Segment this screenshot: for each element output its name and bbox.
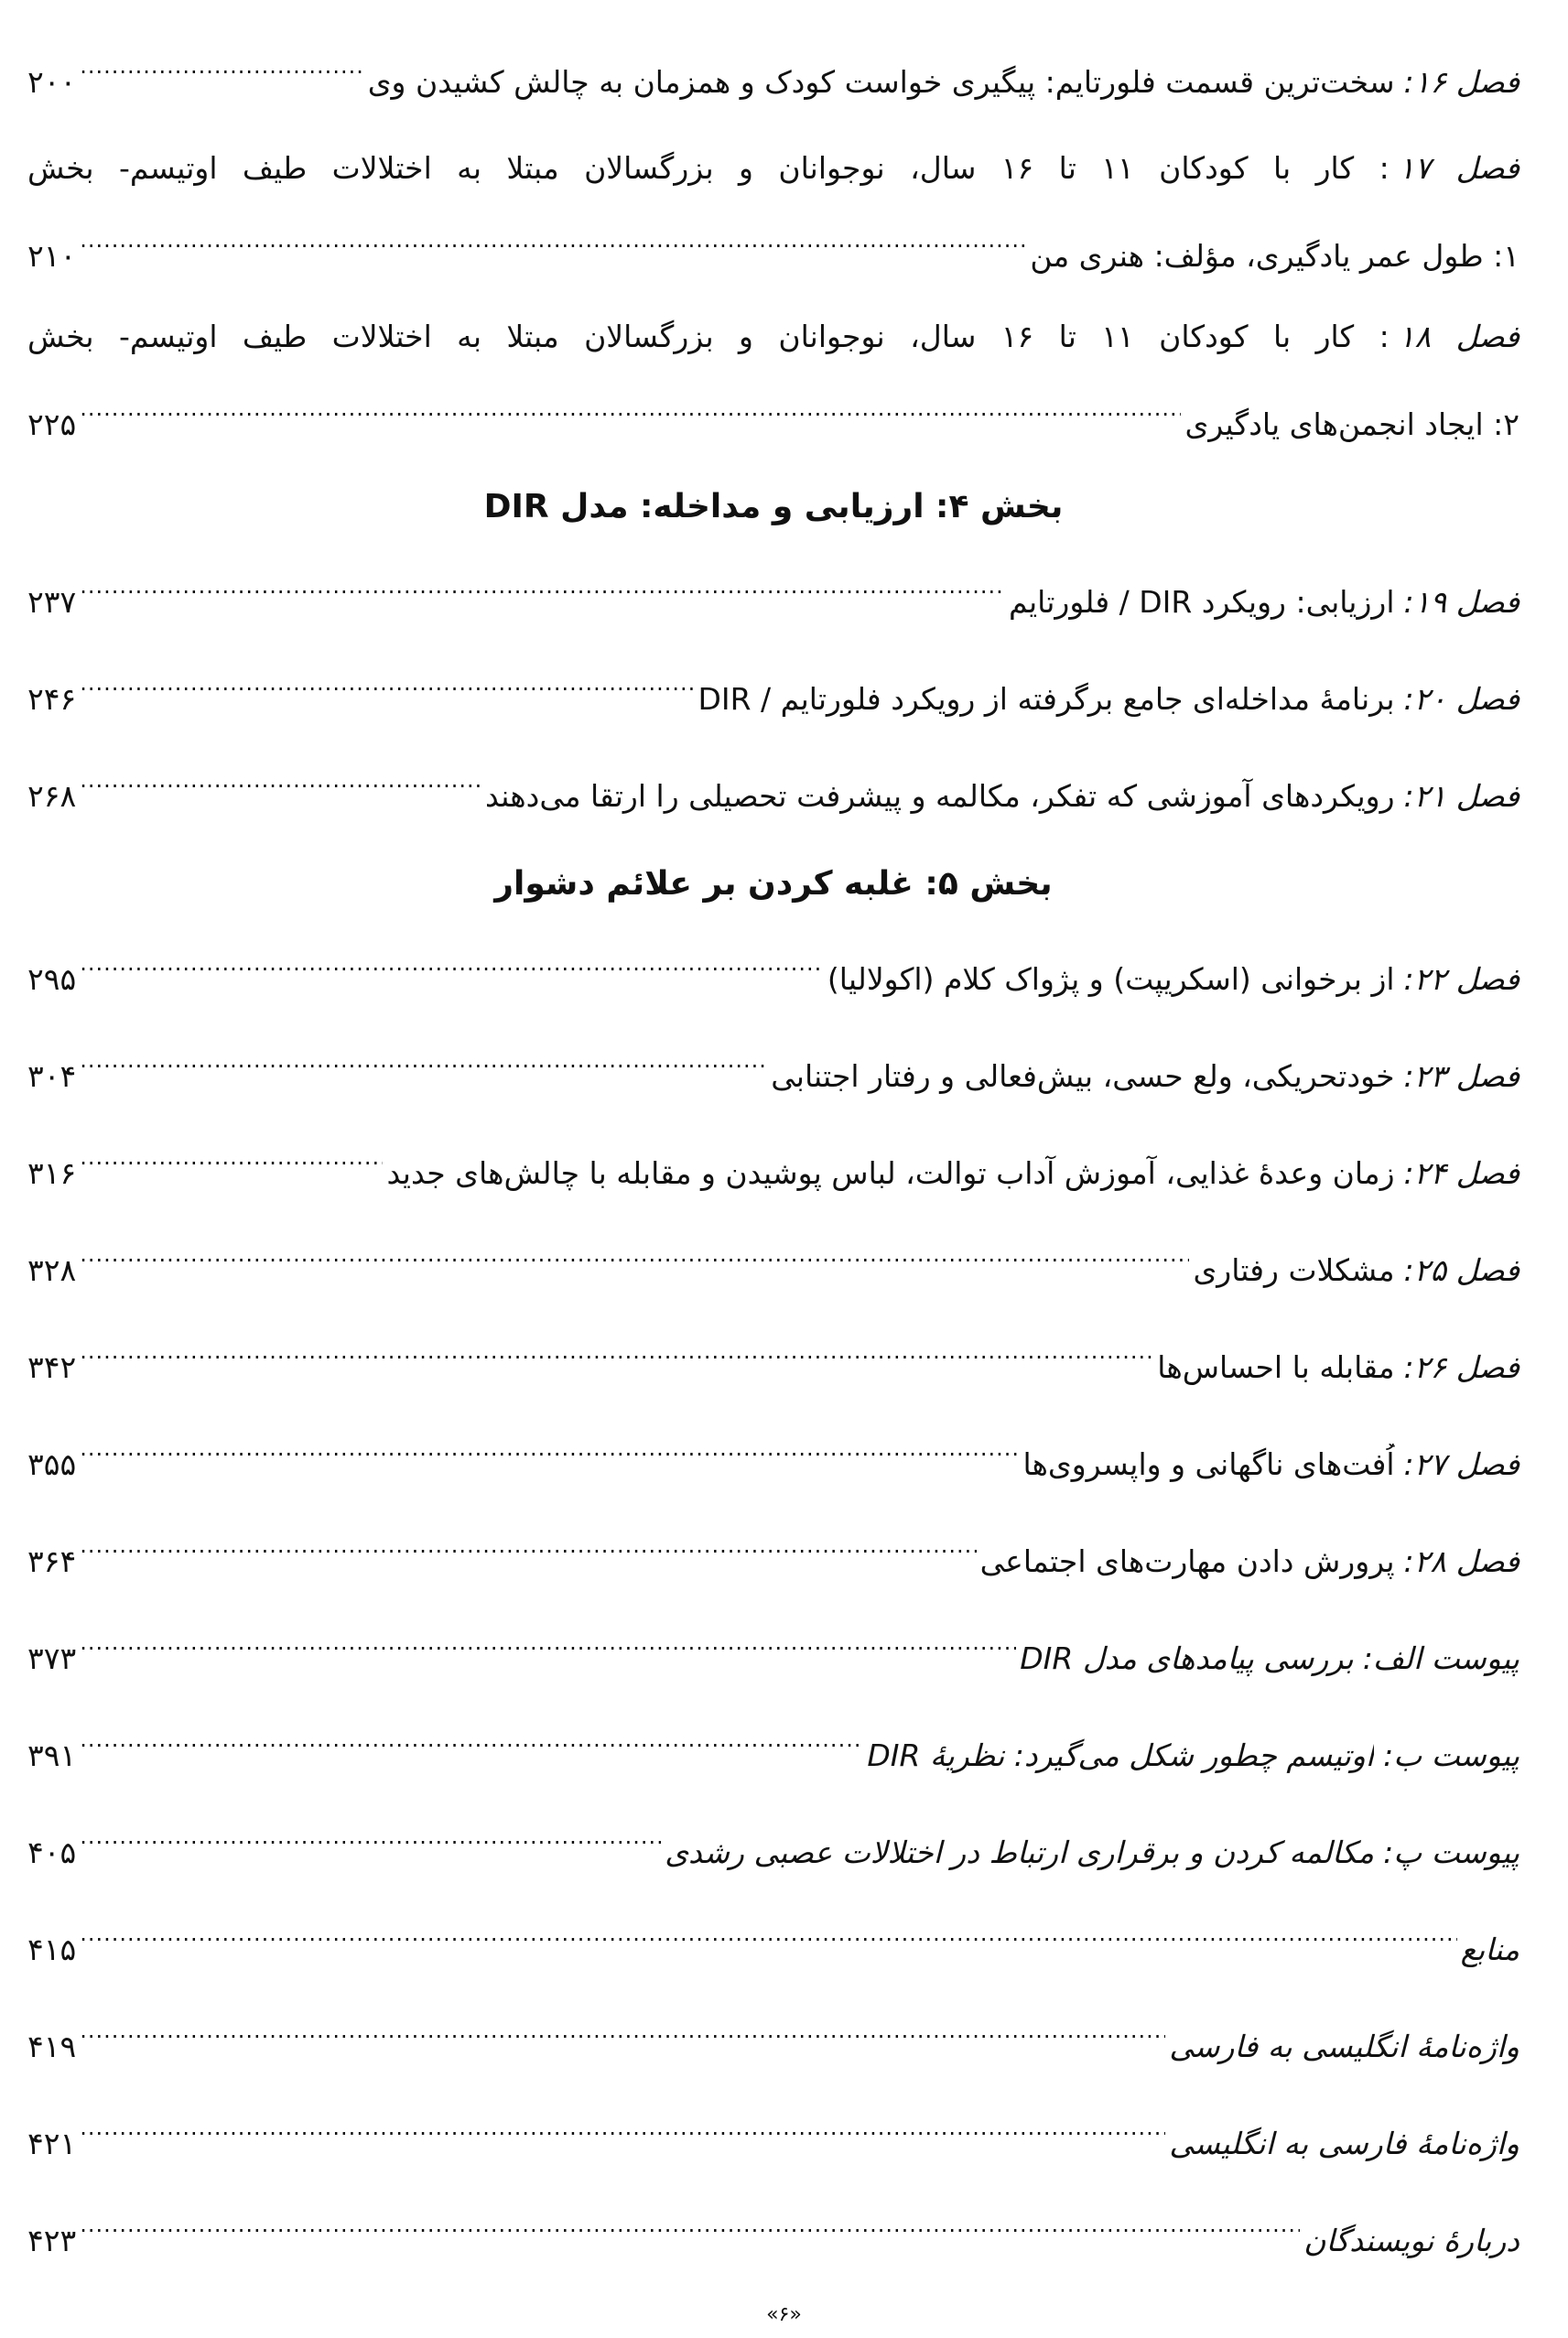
toc-entry-chapter-19: [27, 570, 1519, 623]
backmatter-title: منابع: [1460, 1932, 1519, 1967]
dot-leader: [80, 1142, 383, 1184]
dot-leader: [80, 1239, 1189, 1281]
page-number: ۳۴۲: [27, 1349, 77, 1385]
dot-leader: [80, 2112, 1165, 2154]
toc-entry-chapter-21: [27, 764, 1519, 817]
chapter-title: برنامهٔ مداخله‌ای جامع برگرفته از رویکرد فلورتایم / DIR: [697, 681, 1395, 717]
toc-entry-chapter-26: [27, 1336, 1519, 1389]
toc-entry-chapter-25: [27, 1239, 1519, 1292]
dot-leader: [80, 393, 1181, 435]
dot-leader: [80, 1336, 1153, 1378]
chapter-label: فصل ۱۹:: [1403, 584, 1519, 620]
toc-entry-chapter-16: [27, 50, 1519, 103]
page-number: ۳۶۴: [27, 1543, 77, 1579]
dot-leader: [80, 2015, 1165, 2057]
toc-entry-chapter-28: [27, 1530, 1519, 1583]
appendix-title: اوتیسم چطور شکل می‌گیرد: نظریهٔ DIR: [867, 1737, 1375, 1773]
toc-entry-chapter-18: [27, 316, 1519, 446]
toc-entry-appendix-a: [27, 1627, 1519, 1680]
chapter-title: خودتحریکی، ولع حسی، بیش‌فعالی و رفتار اجتنابی: [771, 1058, 1395, 1094]
toc-entry-references: [27, 1918, 1519, 1971]
appendix-label: پیوست پ:: [1383, 1835, 1519, 1870]
dot-leader: [80, 1918, 1456, 1960]
page-number: ۴۲۳: [27, 2223, 77, 2258]
page-number: ۳۱۶: [27, 1155, 77, 1191]
dot-leader: [80, 1433, 1019, 1475]
dot-leader: [80, 224, 1026, 266]
toc-entry-appendix-p: [27, 1821, 1519, 1874]
chapter-title: مقابله با احساس‌ها: [1157, 1349, 1395, 1385]
chapter-label: فصل ۲۸:: [1403, 1543, 1519, 1579]
page-number: ۲۳۷: [27, 584, 77, 620]
dot-leader: [80, 1530, 976, 1572]
section-4-heading: بخش ۴: ارزیابی و مداخله: مدل DIR: [483, 488, 1064, 525]
dot-leader: [80, 667, 694, 709]
dot-leader: [80, 1045, 767, 1087]
page-number: ۳۵۵: [27, 1446, 77, 1482]
toc-entry-about-authors: [27, 2209, 1519, 2262]
dot-leader: [80, 570, 1005, 612]
chapter-title: اُفت‌های ناگهانی و واپسروی‌ها: [1022, 1446, 1395, 1482]
dot-leader: [80, 947, 824, 990]
dot-leader: [80, 50, 364, 92]
appendix-label: پیوست ب:: [1383, 1737, 1519, 1773]
chapter-title-line-2: ۲: ایجاد انجمن‌های یادگیری ..... ۲۲۵: [27, 393, 1519, 446]
page-number: ۲۴۶: [27, 681, 77, 717]
appendix-title: مکالمه کردن و برقراری ارتباط در اختلالات عصبی رشدی: [665, 1835, 1375, 1870]
appendix-title: بررسی پیامدهای مدل DIR: [1020, 1640, 1354, 1676]
page-number: ۲۹۵: [27, 961, 77, 997]
chapter-label: فصل ۲۴:: [1403, 1155, 1519, 1191]
toc-entry-chapter-20: [27, 667, 1519, 720]
dot-leader: [80, 2209, 1300, 2251]
page-number: ۲۰۰: [27, 64, 77, 100]
toc-entry-appendix-b: [27, 1724, 1519, 1777]
chapter-title: ارزیابی: رویکرد DIR / فلورتایم: [1009, 584, 1395, 620]
backmatter-title: دربارهٔ نویسندگان: [1303, 2223, 1519, 2258]
toc-entry-chapter-27: [27, 1433, 1519, 1486]
chapter-title: سخت‌ترین قسمت فلورتایم: پیگیری خواست کودک و همزمان به چالش کشیدن وی: [367, 64, 1395, 100]
dot-leader: [80, 1627, 1016, 1669]
chapter-label: فصل ۲۲:: [1403, 961, 1519, 997]
toc-entry-chapter-22: [27, 947, 1519, 1001]
chapter-title: از برخوانی (اسکریپت) و پژواک کلام (اکولالیا): [827, 961, 1395, 997]
chapter-label: فصل ۲۶:: [1403, 1349, 1519, 1385]
toc-entry-glossary-en-fa: [27, 2015, 1519, 2068]
page-number: ۳۹۱: [27, 1737, 77, 1773]
page-number: ۳۷۳: [27, 1640, 77, 1676]
toc-entry-chapter-17: [27, 147, 1519, 277]
page-number: ۲۲۵: [27, 406, 77, 442]
chapter-title-line-2: ۱: طول عمر یادگیری، مؤلف: هنری من ..... ۲۱۰: [27, 224, 1519, 277]
section-5-heading: بخش ۵: غلبه کردن بر علائم دشوار: [494, 865, 1053, 903]
page-number: ۲۶۸: [27, 778, 77, 814]
chapter-label: فصل ۲۱:: [1403, 778, 1519, 814]
chapter-label: فصل ۲۰:: [1403, 681, 1519, 717]
page-number: ۴۱۵: [27, 1932, 77, 1967]
chapter-title: رویکردهای آموزشی که تفکر، مکالمه و پیشرفت تحصیلی را ارتقا می‌دهند: [484, 778, 1395, 814]
chapter-label: فصل ۲۵:: [1403, 1252, 1519, 1288]
footer-page-number: «۶»: [766, 2303, 802, 2326]
chapter-title-line-1: فصل ۱۷: کار با کودکان ۱۱ تا ۱۶ سال، نوجوانان و بزرگسالان مبتلا به اختلالات طیف اوتیسم- بخش: [27, 150, 1520, 186]
page-number: ۳۰۴: [27, 1058, 77, 1094]
chapter-label: فصل ۱۶:: [1403, 64, 1519, 100]
toc-entry-chapter-23: [27, 1045, 1519, 1098]
page-number: ۴۲۱: [27, 2126, 77, 2161]
page-number: ۲۱۰: [27, 238, 77, 274]
dot-leader: [80, 764, 481, 806]
dot-leader: [80, 1724, 863, 1766]
chapter-title-line-1: فصل ۱۸: کار با کودکان ۱۱ تا ۱۶ سال، نوجوانان و بزرگسالان مبتلا به اختلالات طیف اوتیسم- بخش: [27, 319, 1520, 354]
chapter-label: فصل ۲۳:: [1403, 1058, 1519, 1094]
toc-entry-chapter-24: [27, 1142, 1519, 1195]
toc-entry-glossary-fa-en: [27, 2112, 1519, 2165]
backmatter-title: واژه‌نامهٔ انگلیسی به فارسی: [1169, 2029, 1519, 2064]
chapter-title: زمان وعدهٔ غذایی، آموزش آداب توالت، لباس پوشیدن و مقابله با چالش‌های جدید: [386, 1155, 1395, 1191]
page-number: ۴۱۹: [27, 2029, 77, 2064]
table-of-contents: [27, 50, 1519, 2306]
appendix-label: پیوست الف:: [1362, 1640, 1519, 1676]
chapter-title: پرورش دادن مهارت‌های اجتماعی: [979, 1543, 1395, 1579]
backmatter-title: واژه‌نامهٔ فارسی به انگلیسی: [1169, 2126, 1519, 2161]
page-number: ۳۲۸: [27, 1252, 77, 1288]
page-number: ۴۰۵: [27, 1835, 77, 1870]
chapter-title: مشکلات رفتاری: [1193, 1252, 1395, 1288]
chapter-label: فصل ۲۷:: [1403, 1446, 1519, 1482]
dot-leader: [80, 1821, 661, 1863]
